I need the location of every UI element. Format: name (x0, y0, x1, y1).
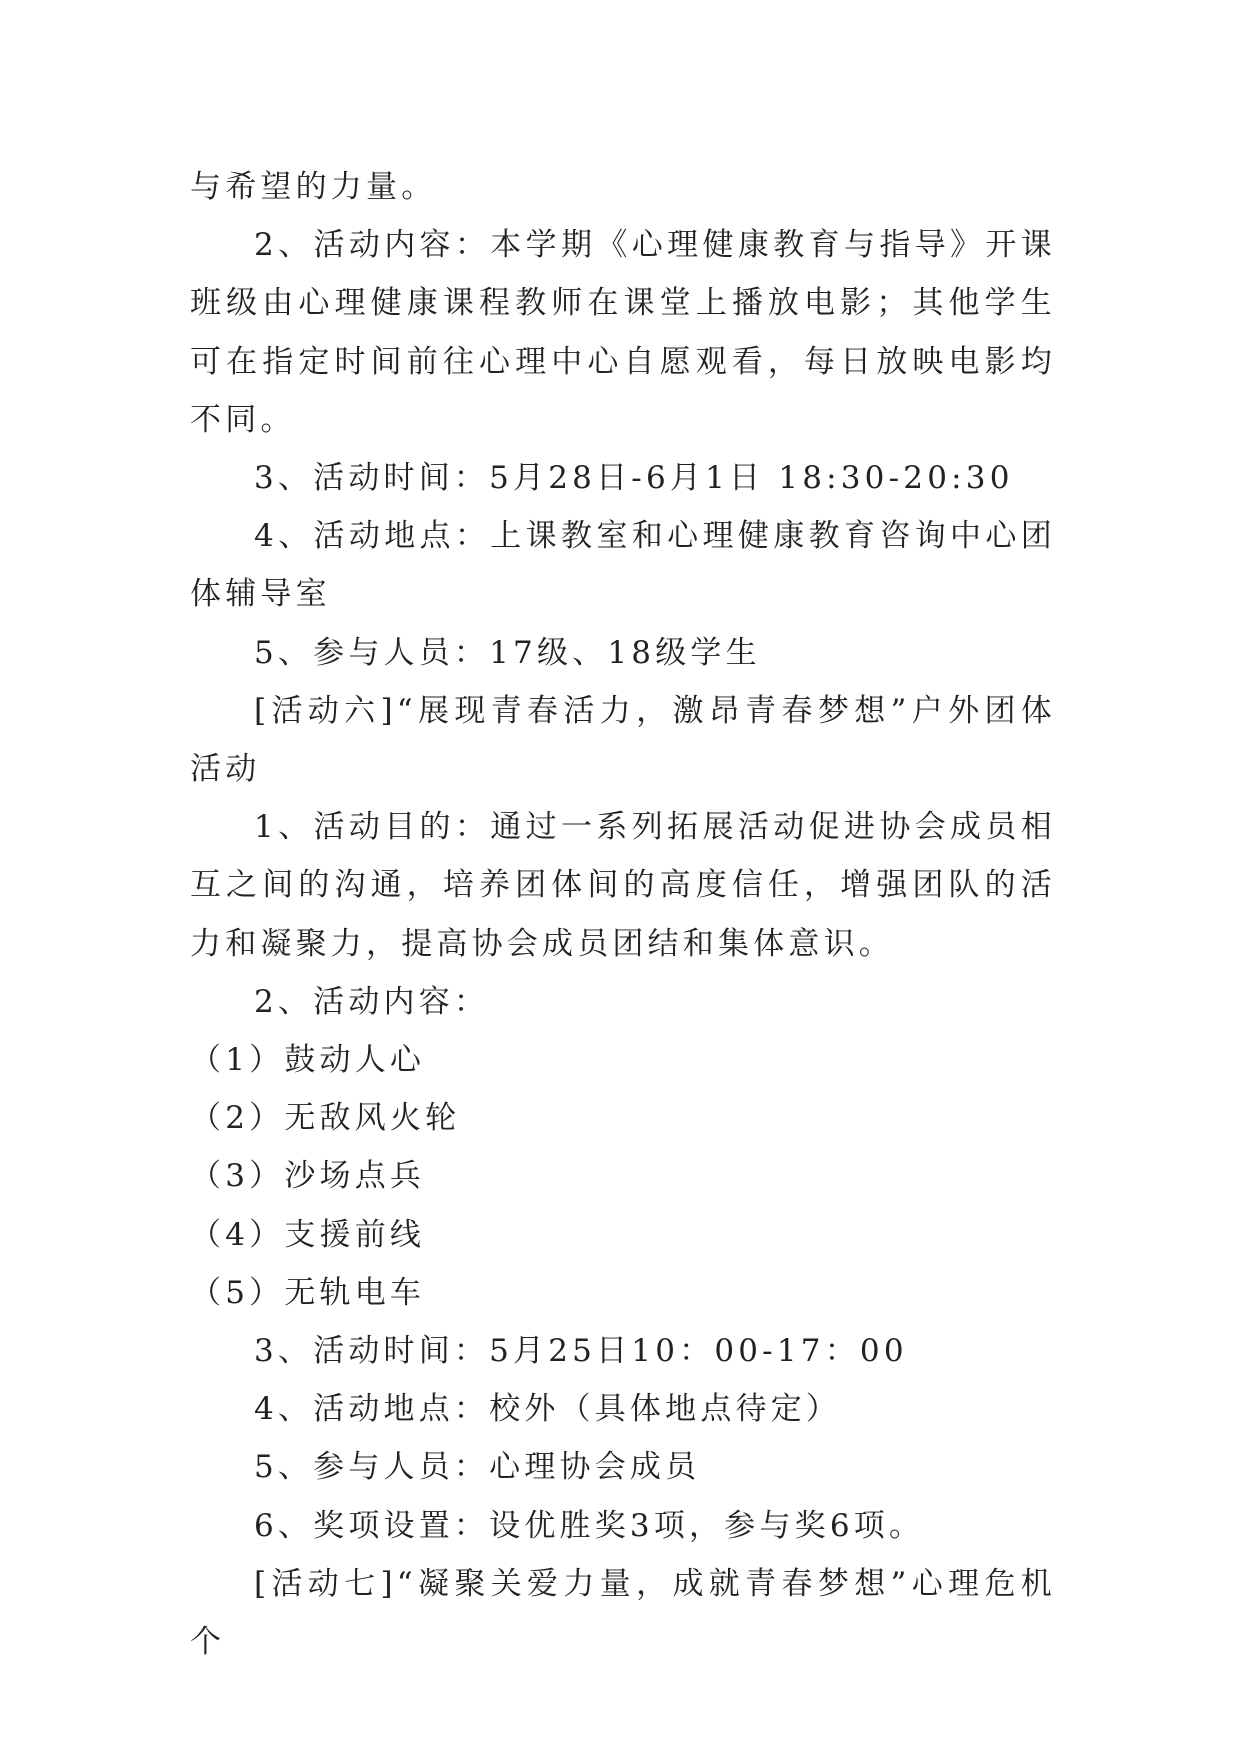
body-text (190, 158, 1056, 1671)
list-item: （2）无敌风火轮 (190, 1100, 461, 1137)
paragraph: 3、活动时间：5月25日10：00-17：00 (254, 1333, 908, 1370)
list-item: （3）沙场点兵 (190, 1158, 426, 1195)
paragraph: 3、活动时间：5月28日-6月1日 18:30-20:30 (254, 460, 1014, 497)
list-item: （1）鼓动人心 (190, 1042, 426, 1079)
paragraph: 2、活动内容： (254, 983, 490, 1020)
paragraph: 5、参与人员：17级、18级学生 (254, 634, 761, 671)
paragraph: 6、奖项设置：设优胜奖3项，参与奖6项。 (254, 1507, 925, 1544)
paragraph: 4、活动地点：校外（具体地点待定） (254, 1391, 842, 1428)
paragraph: 与希望的力量。 (190, 169, 437, 205)
list-item: （5）无轨电车 (190, 1274, 426, 1311)
list-item: （4）支援前线 (190, 1216, 426, 1253)
section-heading: [活动七]“凝聚关爱力量，成就青春梦想”心理危机个 (190, 1565, 1056, 1661)
paragraph: 1、活动目的：通过一系列拓展活动促进协会成员相互之间的沟通，培养团体间的高度信任，增强团队的活力和凝聚力，提高协会成员团结和集体意识。 (190, 809, 1056, 962)
paragraph: 2、活动内容：本学期《心理健康教育与指导》开课班级由心理健康课程教师在课堂上播放电影；其他学生可在指定时间前往心理中心自愿观看，每日放映电影均不同。 (190, 227, 1056, 438)
section-heading: [活动六]“展现青春活力，激昂青春梦想”户外团体活动 (190, 692, 1056, 788)
paragraph: 4、活动地点：上课教室和心理健康教育咨询中心团体辅导室 (190, 518, 1056, 613)
paragraph: 5、参与人员：心理协会成员 (254, 1449, 701, 1486)
